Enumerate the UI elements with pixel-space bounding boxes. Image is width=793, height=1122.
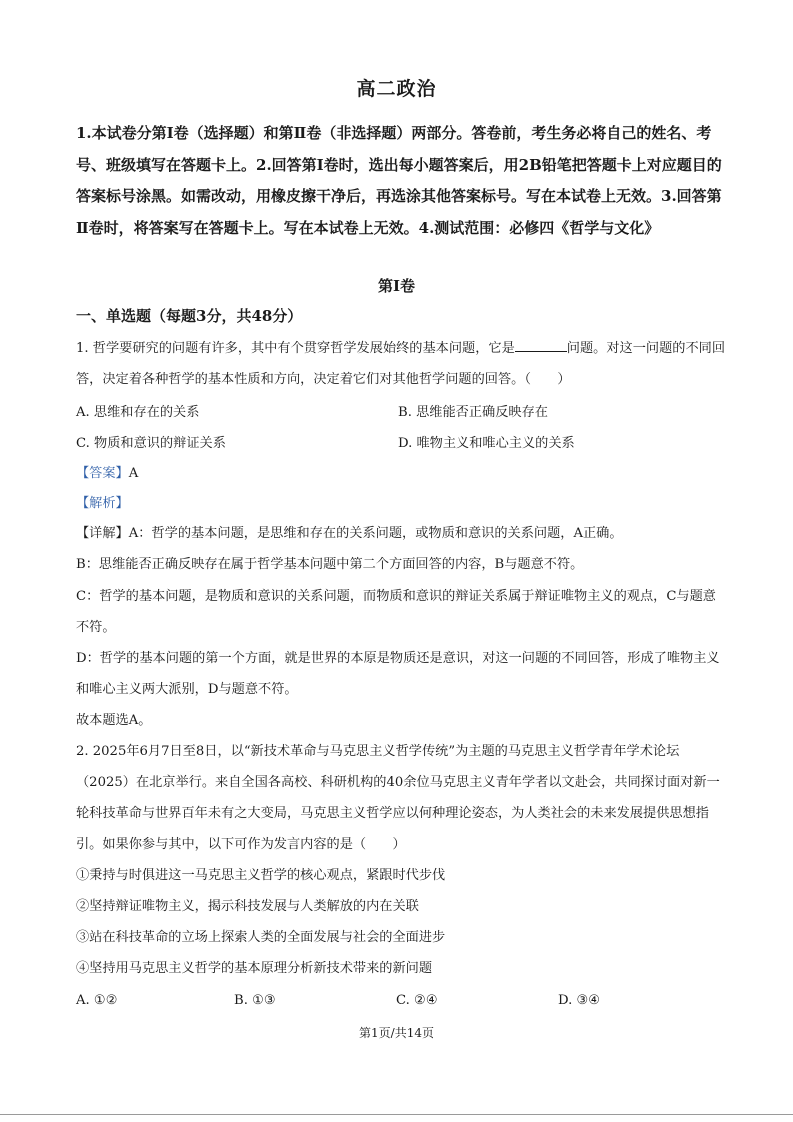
- q1-conclusion: 故本题选A。: [76, 713, 152, 728]
- q2-item-1: ①秉持与时俱进这一马克思主义哲学的核心观点，紧跟时代步伐: [76, 868, 446, 883]
- q2-option-c: C. ②④: [396, 993, 438, 1008]
- q2-item-3: ③站在科技革命的立场上探索人类的全面发展与社会的全面进步: [76, 930, 446, 945]
- q1-detail-d: D：哲学的基本问题的第一个方面，就是世界的本原是物质还是意识，对这一问题的不同回答，形成了唯物主义和唯心主义两大派别，D与题意不符。: [76, 651, 720, 697]
- page-number: 第1页/共14页: [359, 1026, 434, 1040]
- q1-detail-c: C：哲学的基本问题，是物质和意识的关系问题，而物质和意识的辩证关系属于辩证唯物主义的观点，C与题意不符。: [76, 589, 716, 635]
- q2-item-4: ④坚持用马克思主义哲学的基本原理分析新技术带来的新问题: [76, 961, 433, 976]
- detail-label: 【详解】: [76, 526, 129, 541]
- section-title: 第Ⅰ卷: [377, 277, 416, 295]
- part-heading: 一、单选题（每题3分，共48分）: [76, 307, 303, 325]
- question-2-stem: 2. 2025年6月7日至8日，以“新技术革命与马克思主义哲学传统”为主题的马克思主义哲学青年学术论坛（2025）在北京举行。来自全国各高校、科研机构的40余位马克思主义青年学者以文赴会，共同探讨面对新一轮科技革命与世界百年未有之大变局，马克思主义哲学应以何种理论姿态，为人类社会的未来发展提供思想指引。如果你参与其中，以下可作为发言内容的是（ ）: [76, 744, 720, 852]
- q2-option-b: B. ①③: [234, 993, 276, 1008]
- q2-option-d: D. ③④: [558, 993, 601, 1008]
- question-1-stem: 1. 哲学要研究的问题有许多，其中有个贯穿哲学发展始终的基本问题，它是 问题。对这一问题的不同回答，决定着各种哲学的基本性质和方向，决定着它们对其他哲学问题的回答。（ ）: [76, 333, 726, 395]
- q2-item-2: ②坚持辩证唯物主义，揭示科技发展与人类解放的内在关联: [76, 899, 419, 914]
- answer-label: 【答案】: [76, 466, 129, 481]
- q2-option-a: A. ①②: [76, 993, 118, 1008]
- answer-blank: [515, 337, 567, 352]
- q1-option-d: D. 唯物主义和唯心主义的关系: [398, 436, 575, 451]
- q1-analysis-label: 【解析】: [76, 496, 129, 511]
- q1-option-b: B. 思维能否正确反映存在: [398, 405, 548, 420]
- q1-option-a: A. 思维和存在的关系: [76, 405, 200, 420]
- q1-detail-a: 【详解】A：哲学的基本问题，是思维和存在的关系问题，或物质和意识的关系问题，A正确。: [76, 526, 623, 541]
- page-title: 高二政治: [356, 78, 437, 100]
- exam-instructions: 1.本试卷分第Ⅰ卷（选择题）和第Ⅱ卷（非选择题）两部分。答卷前，考生务必将自己的姓名、考号、班级填写在答题卡上。2.回答第Ⅰ卷时，选出每小题答案后，用2B铅笔把答题卡上对应题目的答案标号涂黑。如需改动，用橡皮擦干净后，再选涂其他答案标号。写在本试卷上无效。3.回答第Ⅱ卷时，将答案写在答题卡上。写在本试卷上无效。4.测试范围：必修四《哲学与文化》: [76, 124, 722, 237]
- answer-value: A: [128, 466, 139, 481]
- q1-answer: [76, 458, 726, 489]
- bottom-divider: [0, 1114, 793, 1115]
- q1-detail-b: B：思维能否正确反映存在属于哲学基本问题中第二个方面回答的内容，B与题意不符。: [76, 557, 584, 572]
- q1-option-c: C. 物质和意识的辩证关系: [76, 436, 226, 451]
